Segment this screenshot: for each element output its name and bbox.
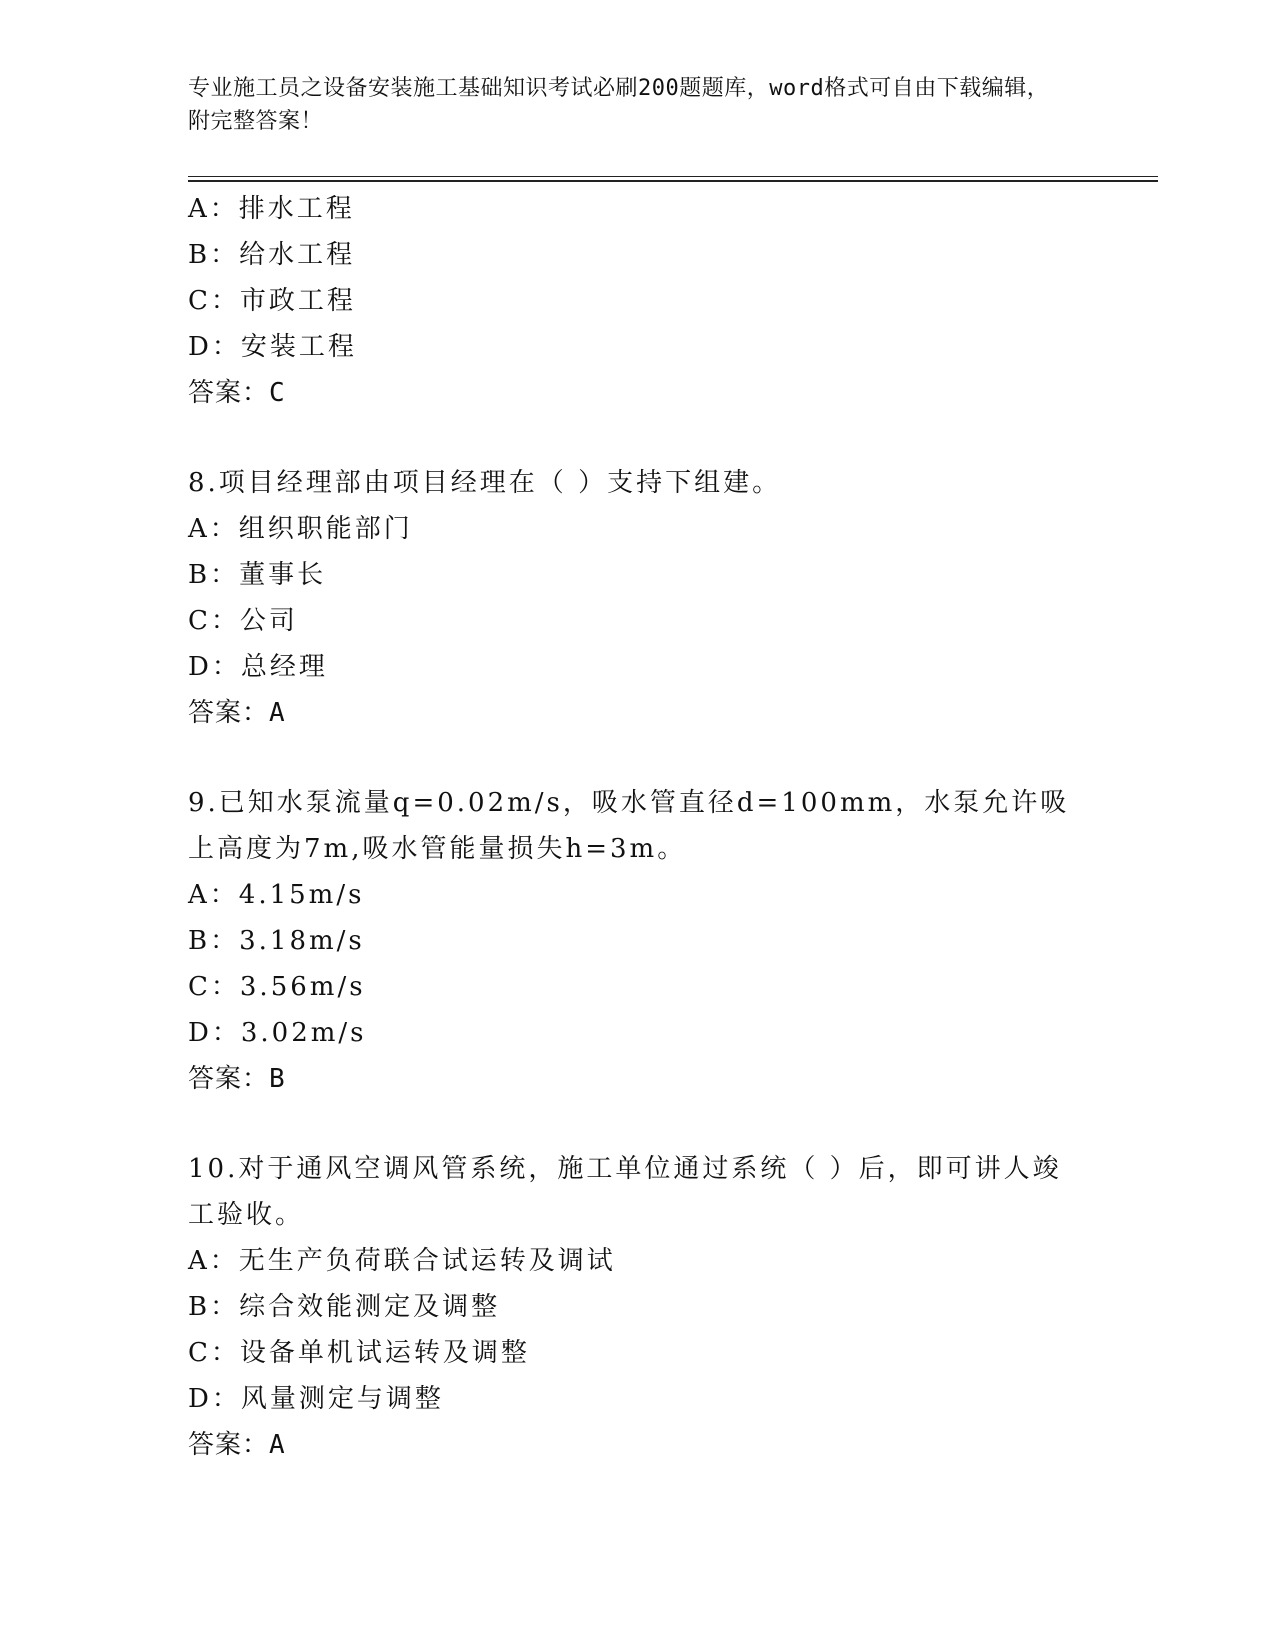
option-c: C：市政工程 (188, 286, 356, 316)
option-b: B：董事长 (188, 560, 327, 590)
option-c: C：公司 (188, 606, 298, 636)
option-a: A：排水工程 (188, 194, 355, 224)
option-d: D：总经理 (188, 652, 328, 682)
option-a: A：组织职能部门 (188, 514, 413, 544)
option-a: A：4.15m/s (188, 880, 365, 910)
option-c: C：设备单机试运转及调整 (188, 1338, 530, 1368)
option-b: B：给水工程 (188, 240, 356, 270)
answer-line: 答案：C (188, 378, 286, 408)
option-c: C：3.56m/s (188, 972, 366, 1002)
option-b: B：3.18m/s (188, 926, 365, 956)
option-d: D：3.02m/s (188, 1018, 367, 1048)
header-divider-thin (188, 176, 1158, 177)
option-a: A：无生产负荷联合试运转及调试 (188, 1246, 616, 1276)
answer-line: 答案：A (188, 698, 286, 728)
answer-line: 答案：A (188, 1430, 286, 1460)
question-block (188, 1146, 1088, 1468)
question-list (188, 186, 1088, 1468)
question-text: 10.对于通风空调风管系统，施工单位通过系统（ ）后，即可讲人竣工验收。 (188, 1154, 1062, 1230)
question-text: 8.项目经理部由项目经理在（ ）支持下组建。 (188, 468, 782, 498)
option-d: D：安装工程 (188, 332, 357, 362)
option-d: D：风量测定与调整 (188, 1384, 444, 1414)
document-header: 专业施工员之设备安装施工基础知识考试必刷200题题库，word格式可自由下载编辑，附完整答案！ (188, 76, 1050, 134)
answer-line: 答案：B (188, 1064, 286, 1094)
question-block (188, 460, 1088, 736)
question-block (188, 186, 1088, 416)
option-b: B：综合效能测定及调整 (188, 1292, 501, 1322)
header-divider-thick (188, 180, 1158, 182)
question-block (188, 780, 1088, 1102)
question-text: 9.已知水泵流量q=0.02m/s，吸水管直径d=100mm，水泵允许吸上高度为7m,吸水管能量损失h=3m。 (188, 788, 1070, 864)
